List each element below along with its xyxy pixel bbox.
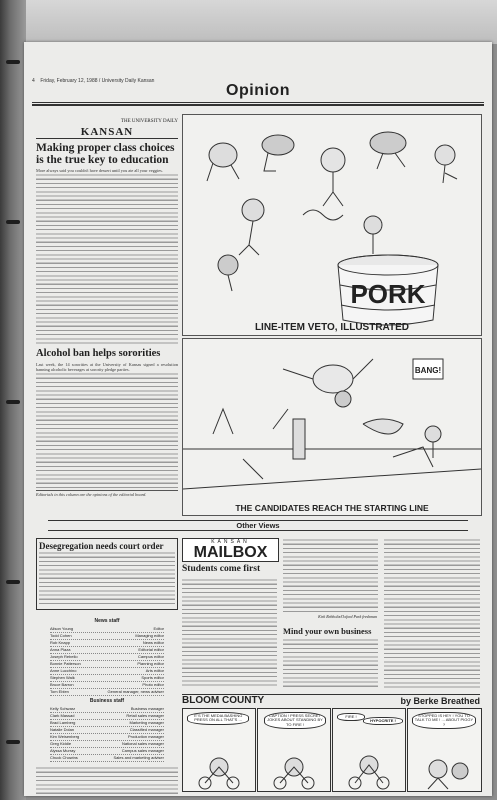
staff-role: Planning editor	[137, 661, 164, 666]
cartoon-caption-2: THE CANDIDATES REACH THE STARTING LINE	[235, 503, 429, 513]
staff-name: Anne Lucchino	[50, 668, 77, 673]
comic-panel-3	[332, 708, 406, 792]
staff-row	[50, 713, 164, 720]
other-views-article	[36, 538, 178, 610]
editorial-body-2	[36, 372, 178, 490]
editorial-body-1	[36, 173, 178, 345]
staff-name: Natalie Dolan	[50, 727, 75, 732]
staff-name: Alison Young	[50, 626, 74, 631]
staff-role: Managing editor	[135, 633, 164, 638]
section-title: Opinion	[226, 82, 290, 99]
masthead-name: KANSAN	[80, 126, 134, 138]
candidates-cartoon-drawing	[183, 339, 481, 515]
other-views-banner: Other Views	[48, 520, 468, 531]
section-rule	[32, 104, 484, 106]
binder-ring	[6, 220, 20, 224]
staff-name: Clark Massad	[50, 713, 75, 718]
comic-panel-4	[407, 708, 482, 792]
staff-row	[50, 640, 164, 647]
cartoon-caption-1: LINE-ITEM VETO, ILLUSTRATED	[254, 322, 410, 333]
staff-name: Joseph Rebello	[50, 654, 78, 659]
policy-text	[36, 766, 178, 796]
staff-role: News editor	[142, 640, 164, 645]
other-views-column	[36, 538, 178, 790]
staff-role: Business manager	[130, 706, 164, 711]
staff-row	[50, 633, 164, 640]
staff-name: Brad Lamberg	[50, 720, 76, 725]
political-cartoon-candidates	[182, 338, 482, 516]
editorial-note: Editorials in this column are the opinions of the editorial board.	[36, 490, 178, 497]
bang-sign-label: BANG!	[414, 366, 442, 375]
mailbox-title: MAILBOX	[193, 544, 268, 561]
letter-signature: Kirk Rebholtz/Oxford Park freshman	[318, 614, 377, 619]
staff-name: Chuck Chowins	[50, 755, 78, 760]
binder-ring	[6, 580, 20, 584]
staff-role: Editorial editor	[138, 647, 164, 652]
editorial-lead-2: Last week, the 14 sororities at the University of Kansas signed a resolution banning alcoholic beverages at sorority pledge parties.	[36, 362, 178, 372]
staff-role: Photo editor	[142, 682, 164, 687]
other-views-headline: Desegregation needs court order	[39, 541, 164, 551]
letter-body-1-cont	[283, 538, 378, 612]
political-cartoon-pork	[182, 114, 482, 336]
letter-headline-1: Students come first	[182, 564, 261, 574]
staff-name: Rob Knapp	[50, 640, 71, 645]
staff-row	[50, 741, 164, 748]
staff-name: Greg Kiddie	[50, 741, 72, 746]
staff-row	[50, 654, 164, 661]
comic-byline: by Berke Breathed	[400, 696, 480, 706]
staff-role: Sales and marketing adviser	[113, 755, 164, 760]
mailbox-logo	[182, 538, 279, 562]
staff-row	[50, 647, 164, 654]
page-number: 4	[32, 78, 35, 84]
binder-edge	[0, 0, 26, 800]
binder-ring	[6, 400, 20, 404]
staff-role: Sports editor	[141, 675, 164, 680]
staff-name: Anna Plaza	[50, 647, 71, 652]
staff-row	[50, 668, 164, 675]
letter-body-2-cont	[384, 538, 480, 688]
editorial-headline-1: Making proper class choices is the true key to education	[36, 142, 175, 166]
staff-name: Kelly Schwarz	[50, 706, 76, 711]
comic-strip	[182, 694, 480, 792]
binder-ring	[6, 740, 20, 744]
staff-row	[50, 689, 164, 696]
letter-body-1	[182, 578, 277, 688]
speech-bubble: STOPPED IS HEY ! YOU TO TALK TO ME ! ... ABOUT PIGGY ?	[412, 712, 476, 729]
staff-row	[50, 706, 164, 713]
staff-role: Campus editor	[137, 654, 164, 659]
staff-name: Todd Cohen	[50, 633, 72, 638]
staff-row	[50, 734, 164, 741]
binder-ring	[6, 60, 20, 64]
kansan-masthead	[36, 116, 178, 139]
news-staff-title: News staff	[94, 618, 120, 624]
staff-row	[50, 675, 164, 682]
speech-bubble: HYPOCRITE !	[363, 717, 403, 725]
editorial-lead-1: More always said you couldn't have dessert until you ate all your veggies.	[36, 168, 163, 173]
letter-headline-2: Mind your own business	[283, 626, 372, 636]
dateline: Friday, February 12, 1988 / University Daily Kansan	[40, 78, 155, 84]
section-rule	[32, 102, 484, 103]
staff-role: Campus sales manager	[121, 748, 164, 753]
comic-header	[182, 694, 480, 706]
mailbox-section	[182, 538, 480, 690]
staff-name: Stephen Walk	[50, 675, 75, 680]
comic-panel-1	[182, 708, 256, 792]
staff-role: Production manager	[127, 734, 164, 739]
staff-name: Kim Weisenberg	[50, 734, 80, 739]
staff-name: Alyssa Murray	[50, 748, 76, 753]
business-staff-list	[50, 706, 164, 762]
mailbox-kicker: KANSAN	[211, 539, 250, 545]
letter-body-2	[283, 638, 378, 688]
business-staff-title: Business staff	[89, 698, 125, 704]
staff-role: Marketing manager	[129, 720, 164, 725]
previous-page-edge	[26, 0, 497, 44]
pork-barrel-label: PORK	[350, 279, 426, 309]
staff-row	[50, 626, 164, 633]
staff-row	[50, 661, 164, 668]
staff-name: Bonnie Patterson	[50, 661, 81, 666]
staff-role: General manager, news adviser	[107, 689, 164, 694]
staff-row	[50, 755, 164, 762]
staff-box	[36, 618, 178, 762]
speech-bubble: IT'S THE MEDIA BASHING PRESS ON ALL THAT'S ...	[187, 712, 249, 725]
speech-bubble: CAPTION ! PRESS SECRET JOKES ABOUT STANDING BY TO FIRE !	[264, 712, 326, 729]
editorial-headline-2: Alcohol ban helps sororities	[36, 348, 161, 359]
staff-role: Editor	[153, 626, 164, 631]
news-staff-list	[50, 626, 164, 696]
staff-row	[50, 682, 164, 689]
comic-title: BLOOM COUNTY	[182, 695, 265, 706]
staff-row	[50, 727, 164, 734]
staff-role: Classified manager	[129, 727, 164, 732]
masthead-small: THE UNIVERSITY DAILY	[120, 119, 178, 124]
pork-cartoon-drawing	[183, 115, 481, 335]
comic-panel-2	[257, 708, 331, 792]
other-views-body	[39, 551, 175, 607]
speech-bubble: FIRE !	[337, 713, 365, 721]
staff-role: Retail sales manager	[126, 713, 164, 718]
staff-name: Bruce Barron	[50, 682, 74, 687]
staff-role: National sales manager	[121, 741, 164, 746]
staff-row	[50, 748, 164, 755]
editorial-column	[36, 116, 178, 511]
staff-role: Arts editor	[145, 668, 164, 673]
staff-row	[50, 720, 164, 727]
newspaper-page	[24, 42, 492, 796]
staff-name: Tom Eblen	[50, 689, 69, 694]
